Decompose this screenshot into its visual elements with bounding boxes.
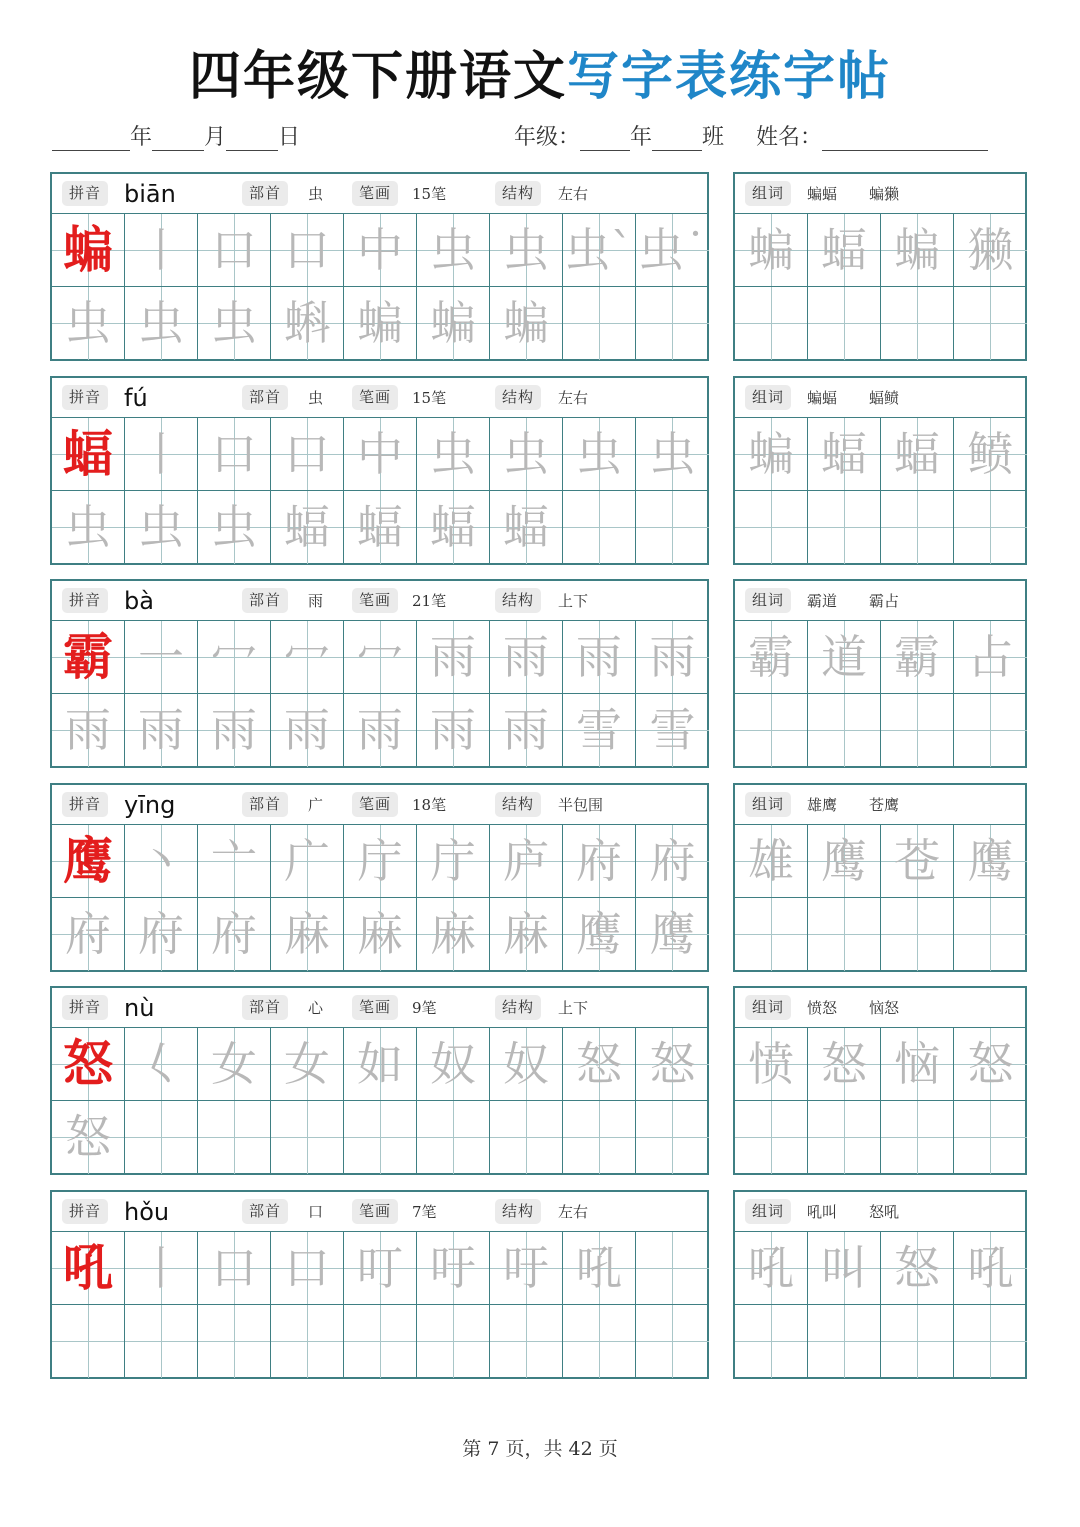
stroke-step-cell[interactable]: 怒 <box>636 1028 709 1101</box>
stroke-step-cell[interactable]: 府 <box>52 898 125 971</box>
empty-word-cell[interactable] <box>808 898 881 971</box>
empty-word-cell[interactable] <box>954 694 1027 767</box>
stroke-step-cell[interactable]: 蝙 <box>344 287 417 360</box>
word-trace-cell[interactable]: 蝙 <box>881 214 954 287</box>
empty-practice-cell[interactable] <box>563 287 636 360</box>
stroke-step-cell[interactable]: 麻 <box>490 898 563 971</box>
stroke-step-cell[interactable]: 吼 <box>563 1232 636 1305</box>
word-trace-cell[interactable]: 蝙 <box>735 214 808 287</box>
radical-label: 部首 <box>242 181 288 206</box>
word-1: 吼叫 <box>807 1202 838 1221</box>
stroke-step-cell[interactable]: 麻 <box>271 898 344 971</box>
page-title <box>0 34 1080 109</box>
date-line <box>52 120 300 154</box>
empty-word-cell[interactable] <box>735 491 808 564</box>
strokes-label: 笔画 <box>352 181 398 206</box>
empty-practice-cell[interactable] <box>125 1305 198 1378</box>
empty-word-cell[interactable] <box>735 898 808 971</box>
words-header <box>735 988 1025 1028</box>
empty-word-cell[interactable] <box>735 287 808 360</box>
pinyin-label: 拼音 <box>62 181 108 206</box>
word-trace-cell[interactable]: 恼 <box>881 1028 954 1101</box>
empty-practice-cell[interactable] <box>636 1305 709 1378</box>
structure-value: 左右 <box>558 185 589 203</box>
name-label: 姓名： <box>756 125 823 150</box>
empty-practice-cell[interactable] <box>271 1101 344 1174</box>
structure-value: 上下 <box>558 592 589 610</box>
structure-label: 结构 <box>495 588 541 613</box>
char-info-header <box>52 174 707 214</box>
char-section <box>50 376 1027 565</box>
empty-practice-cell[interactable] <box>636 1232 709 1305</box>
stroke-step-cell[interactable]: 虫` <box>563 214 636 287</box>
pinyin-value: yīng <box>124 790 176 819</box>
stroke-step-cell[interactable]: 雨 <box>417 694 490 767</box>
empty-word-cell[interactable] <box>881 1101 954 1174</box>
stroke-step-cell[interactable]: 庁 <box>417 825 490 898</box>
stroke-step-cell[interactable]: 中 <box>344 418 417 491</box>
stroke-step-cell[interactable]: 𡿨 <box>125 1028 198 1101</box>
stroke-step-cell[interactable]: 蝌 <box>271 287 344 360</box>
word-practice-box <box>733 783 1027 972</box>
stroke-step-cell[interactable]: 鹰 <box>636 898 709 971</box>
word-practice-box <box>733 376 1027 565</box>
model-character[interactable]: 霸 <box>52 621 125 694</box>
stroke-step-cell[interactable]: 雨 <box>490 694 563 767</box>
word-trace-cell[interactable]: 蝠 <box>808 418 881 491</box>
pinyin-value: bà <box>124 587 154 615</box>
stroke-step-cell[interactable]: 雨 <box>563 621 636 694</box>
word-1: 霸道 <box>807 592 838 610</box>
empty-word-cell[interactable] <box>954 1305 1027 1378</box>
radical-value: 虫 <box>308 185 324 203</box>
empty-practice-cell[interactable] <box>344 1101 417 1174</box>
class-label: 班 <box>702 125 725 150</box>
stroke-step-cell[interactable]: 府 <box>563 825 636 898</box>
model-character[interactable]: 鹰 <box>52 825 125 898</box>
title-highlight: 写字表练字帖 <box>567 47 892 107</box>
stroke-step-cell[interactable]: 中 <box>344 214 417 287</box>
word-trace-cell[interactable]: 吼 <box>735 1232 808 1305</box>
empty-practice-cell[interactable] <box>490 1101 563 1174</box>
word-trace-cell[interactable]: 霸 <box>881 621 954 694</box>
char-info-header <box>52 378 707 418</box>
words-header <box>735 174 1025 214</box>
words-label: 组词 <box>745 385 791 410</box>
empty-practice-cell[interactable] <box>636 1101 709 1174</box>
stroke-step-cell[interactable]: 吁 <box>417 1232 490 1305</box>
stroke-practice-box <box>50 579 709 768</box>
structure-label: 结构 <box>495 792 541 817</box>
model-character[interactable]: 怒 <box>52 1028 125 1101</box>
stroke-step-cell[interactable]: 蝠 <box>490 491 563 564</box>
radical-value: 口 <box>308 1202 324 1221</box>
stroke-step-cell[interactable]: 女 <box>271 1028 344 1101</box>
class-blank[interactable] <box>652 124 702 151</box>
word-practice-box <box>733 1190 1027 1379</box>
word-1: 蝙蝠 <box>807 185 838 203</box>
radical-label: 部首 <box>242 995 288 1020</box>
grade-label: 年级： <box>514 125 581 150</box>
empty-word-cell[interactable] <box>735 1101 808 1174</box>
empty-practice-cell[interactable] <box>563 491 636 564</box>
words-label: 组词 <box>745 792 791 817</box>
stroke-step-cell[interactable]: 鹰 <box>563 898 636 971</box>
empty-practice-cell[interactable] <box>563 1305 636 1378</box>
model-character[interactable]: 吼 <box>52 1232 125 1305</box>
stroke-step-cell[interactable]: 虫 <box>125 491 198 564</box>
stroke-step-cell[interactable]: 冖 <box>344 621 417 694</box>
char-info-header <box>52 785 707 825</box>
words-label: 组词 <box>745 995 791 1020</box>
word-trace-cell[interactable]: 獭 <box>954 214 1027 287</box>
structure-label: 结构 <box>495 1199 541 1224</box>
stroke-step-cell[interactable]: 虫˙ <box>636 214 709 287</box>
empty-practice-cell[interactable] <box>198 1305 271 1378</box>
empty-word-cell[interactable] <box>954 491 1027 564</box>
strokes-value: 15笔 <box>412 388 447 407</box>
stroke-step-cell[interactable]: 蝠 <box>271 491 344 564</box>
stroke-step-cell[interactable]: 雨 <box>52 694 125 767</box>
word-trace-cell[interactable]: 蝠 <box>808 214 881 287</box>
empty-practice-cell[interactable] <box>636 287 709 360</box>
radical-value: 心 <box>308 999 324 1017</box>
stroke-step-cell[interactable]: 蝙 <box>417 287 490 360</box>
stroke-step-cell[interactable]: 麻 <box>344 898 417 971</box>
empty-practice-cell[interactable] <box>344 1305 417 1378</box>
word-trace-cell[interactable]: 吼 <box>954 1232 1027 1305</box>
empty-word-cell[interactable] <box>808 1101 881 1174</box>
strokes-label: 笔画 <box>352 385 398 410</box>
stroke-step-cell[interactable]: 虫 <box>417 418 490 491</box>
empty-word-cell[interactable] <box>954 1101 1027 1174</box>
stroke-step-cell[interactable]: 府 <box>636 825 709 898</box>
empty-word-cell[interactable] <box>954 898 1027 971</box>
stroke-step-cell[interactable]: 雨 <box>125 694 198 767</box>
word-trace-cell[interactable]: 道 <box>808 621 881 694</box>
title-main: 四年级下册语文 <box>188 47 567 107</box>
word-2: 霸占 <box>869 592 900 610</box>
empty-word-cell[interactable] <box>881 898 954 971</box>
stroke-practice-box <box>50 1190 709 1379</box>
pinyin-label: 拼音 <box>62 1199 108 1224</box>
stroke-practice-box <box>50 783 709 972</box>
word-trace-cell[interactable]: 蝙 <box>735 418 808 491</box>
stroke-step-cell[interactable]: 广 <box>271 825 344 898</box>
stroke-step-cell[interactable]: 亠 <box>198 825 271 898</box>
pinyin-label: 拼音 <box>62 995 108 1020</box>
strokes-value: 21笔 <box>412 592 447 610</box>
stroke-step-cell[interactable]: 口 <box>198 214 271 287</box>
structure-label: 结构 <box>495 385 541 410</box>
stroke-step-cell[interactable]: 雪 <box>563 694 636 767</box>
stroke-step-cell[interactable]: 奴 <box>490 1028 563 1101</box>
stroke-practice-box <box>50 172 709 361</box>
stroke-step-cell[interactable]: 虫 <box>125 287 198 360</box>
stroke-step-cell[interactable]: 虫 <box>490 418 563 491</box>
word-trace-cell[interactable]: 鲼 <box>954 418 1027 491</box>
word-practice-box <box>733 579 1027 768</box>
words-header <box>735 785 1025 825</box>
word-practice-box <box>733 986 1027 1175</box>
empty-word-cell[interactable] <box>881 1305 954 1378</box>
empty-word-cell[interactable] <box>881 694 954 767</box>
radical-value: 虫 <box>308 388 324 407</box>
char-info-header <box>52 581 707 621</box>
stroke-step-cell[interactable]: 麻 <box>417 898 490 971</box>
empty-word-cell[interactable] <box>881 491 954 564</box>
pinyin-label: 拼音 <box>62 588 108 613</box>
stroke-practice-box <box>50 986 709 1175</box>
word-trace-cell[interactable]: 占 <box>954 621 1027 694</box>
strokes-value: 9笔 <box>412 999 437 1017</box>
day-blank[interactable] <box>226 124 278 151</box>
words-label: 组词 <box>745 1199 791 1224</box>
strokes-label: 笔画 <box>352 588 398 613</box>
stroke-practice-box <box>50 376 709 565</box>
stroke-step-cell[interactable]: 如 <box>344 1028 417 1101</box>
radical-label: 部首 <box>242 588 288 613</box>
page-footer: 第 7 页，共 42 页 <box>462 1438 618 1460</box>
stroke-step-cell[interactable]: 雨 <box>344 694 417 767</box>
stroke-step-cell[interactable]: 丨 <box>125 418 198 491</box>
stroke-step-cell[interactable]: 雨 <box>636 621 709 694</box>
stroke-step-cell[interactable]: 奴 <box>417 1028 490 1101</box>
pinyin-value: nù <box>124 994 155 1022</box>
pinyin-value: hǒu <box>124 1197 170 1226</box>
student-line <box>514 120 988 154</box>
word-trace-cell[interactable]: 雄 <box>735 825 808 898</box>
word-practice-box <box>733 172 1027 361</box>
stroke-step-cell[interactable]: 叮 <box>344 1232 417 1305</box>
radical-label: 部首 <box>242 792 288 817</box>
grade-year-label: 年 <box>630 125 653 150</box>
empty-practice-cell[interactable] <box>125 1101 198 1174</box>
structure-label: 结构 <box>495 181 541 206</box>
stroke-step-cell[interactable]: 蝠 <box>344 491 417 564</box>
word-trace-cell[interactable]: 愤 <box>735 1028 808 1101</box>
char-section <box>50 1190 1027 1379</box>
empty-practice-cell[interactable] <box>636 491 709 564</box>
empty-word-cell[interactable] <box>735 1305 808 1378</box>
structure-value: 上下 <box>558 999 589 1017</box>
empty-word-cell[interactable] <box>808 491 881 564</box>
stroke-step-cell[interactable]: 冖 <box>198 621 271 694</box>
word-trace-cell[interactable]: 叫 <box>808 1232 881 1305</box>
words-label: 组词 <box>745 588 791 613</box>
empty-practice-cell[interactable] <box>417 1101 490 1174</box>
char-info-header <box>52 1192 707 1232</box>
model-character[interactable]: 蝙 <box>52 214 125 287</box>
radical-value: 雨 <box>308 592 324 610</box>
word-trace-cell[interactable]: 怒 <box>954 1028 1027 1101</box>
stroke-step-cell[interactable]: 虫 <box>52 491 125 564</box>
stroke-step-cell[interactable]: 口 <box>271 214 344 287</box>
word-trace-cell[interactable]: 蝠 <box>881 418 954 491</box>
stroke-step-cell[interactable]: 虫 <box>636 418 709 491</box>
year-blank[interactable] <box>52 124 130 151</box>
word-2: 苍鹰 <box>869 795 900 814</box>
grade-year-blank[interactable] <box>580 124 630 151</box>
words-header <box>735 581 1025 621</box>
stroke-step-cell[interactable]: 庐 <box>490 825 563 898</box>
strokes-value: 7笔 <box>412 1202 437 1221</box>
stroke-step-cell[interactable]: 雪 <box>636 694 709 767</box>
stroke-step-cell[interactable]: 口 <box>271 418 344 491</box>
stroke-step-cell[interactable]: 庁 <box>344 825 417 898</box>
empty-practice-cell[interactable] <box>52 1305 125 1378</box>
stroke-step-cell[interactable]: 雨 <box>490 621 563 694</box>
empty-word-cell[interactable] <box>954 287 1027 360</box>
strokes-label: 笔画 <box>352 792 398 817</box>
char-section <box>50 986 1027 1175</box>
stroke-step-cell[interactable]: 府 <box>198 898 271 971</box>
radical-label: 部首 <box>242 1199 288 1224</box>
stroke-step-cell[interactable]: 吁 <box>490 1232 563 1305</box>
word-trace-cell[interactable]: 苍 <box>881 825 954 898</box>
stroke-step-cell[interactable]: 丶 <box>125 825 198 898</box>
month-label: 月 <box>204 125 227 150</box>
stroke-step-cell[interactable]: 雨 <box>417 621 490 694</box>
pinyin-value: fú <box>124 383 148 412</box>
pinyin-label: 拼音 <box>62 385 108 410</box>
structure-value: 左右 <box>558 388 589 407</box>
stroke-step-cell[interactable]: 虫 <box>490 214 563 287</box>
word-2: 蝙獭 <box>869 185 900 203</box>
pinyin-label: 拼音 <box>62 792 108 817</box>
stroke-step-cell[interactable]: 蝙 <box>490 287 563 360</box>
words-header <box>735 1192 1025 1232</box>
structure-value: 半包围 <box>558 795 604 814</box>
radical-label: 部首 <box>242 385 288 410</box>
word-1: 愤怒 <box>807 999 838 1017</box>
char-section <box>50 579 1027 768</box>
structure-value: 左右 <box>558 1202 589 1221</box>
day-label: 日 <box>278 125 301 150</box>
word-trace-cell[interactable]: 怒 <box>808 1028 881 1101</box>
stroke-step-cell[interactable]: 蝠 <box>417 491 490 564</box>
stroke-step-cell[interactable]: 府 <box>125 898 198 971</box>
stroke-step-cell[interactable]: 虫 <box>417 214 490 287</box>
stroke-step-cell[interactable]: 口 <box>271 1232 344 1305</box>
stroke-step-cell[interactable]: 怒 <box>52 1101 125 1174</box>
stroke-step-cell[interactable]: 怒 <box>563 1028 636 1101</box>
strokes-value: 18笔 <box>412 795 447 814</box>
stroke-step-cell[interactable]: 丨 <box>125 214 198 287</box>
empty-practice-cell[interactable] <box>271 1305 344 1378</box>
words-header <box>735 378 1025 418</box>
stroke-step-cell[interactable]: 虫 <box>198 491 271 564</box>
stroke-step-cell[interactable]: 雨 <box>198 694 271 767</box>
stroke-step-cell[interactable]: 一 <box>125 621 198 694</box>
stroke-step-cell[interactable]: 虫 <box>52 287 125 360</box>
pinyin-value: biān <box>124 180 176 208</box>
empty-word-cell[interactable] <box>808 287 881 360</box>
stroke-step-cell[interactable]: 雨 <box>271 694 344 767</box>
structure-label: 结构 <box>495 995 541 1020</box>
stroke-step-cell[interactable]: 虫 <box>198 287 271 360</box>
word-trace-cell[interactable]: 怒 <box>881 1232 954 1305</box>
char-section <box>50 783 1027 972</box>
stroke-step-cell[interactable]: 女 <box>198 1028 271 1101</box>
month-blank[interactable] <box>152 124 204 151</box>
word-trace-cell[interactable]: 鹰 <box>808 825 881 898</box>
model-character[interactable]: 蝠 <box>52 418 125 491</box>
empty-word-cell[interactable] <box>808 694 881 767</box>
radical-value: 广 <box>308 795 324 814</box>
name-blank[interactable] <box>822 124 988 151</box>
stroke-step-cell[interactable]: 口 <box>198 418 271 491</box>
strokes-value: 15笔 <box>412 185 447 203</box>
empty-practice-cell[interactable] <box>490 1305 563 1378</box>
char-section <box>50 172 1027 361</box>
stroke-step-cell[interactable]: 冖 <box>271 621 344 694</box>
word-1: 蝙蝠 <box>807 388 838 407</box>
word-trace-cell[interactable]: 霸 <box>735 621 808 694</box>
empty-practice-cell[interactable] <box>417 1305 490 1378</box>
word-trace-cell[interactable]: 鹰 <box>954 825 1027 898</box>
empty-practice-cell[interactable] <box>198 1101 271 1174</box>
empty-word-cell[interactable] <box>735 694 808 767</box>
word-2: 蝠鲼 <box>869 388 900 407</box>
char-info-header <box>52 988 707 1028</box>
stroke-step-cell[interactable]: 口 <box>198 1232 271 1305</box>
stroke-step-cell[interactable]: 虫 <box>563 418 636 491</box>
word-1: 雄鹰 <box>807 795 838 814</box>
strokes-label: 笔画 <box>352 995 398 1020</box>
strokes-label: 笔画 <box>352 1199 398 1224</box>
empty-practice-cell[interactable] <box>563 1101 636 1174</box>
word-2: 怒吼 <box>869 1202 900 1221</box>
year-label: 年 <box>130 125 153 150</box>
stroke-step-cell[interactable]: 丨 <box>125 1232 198 1305</box>
word-2: 恼怒 <box>869 999 900 1017</box>
empty-word-cell[interactable] <box>808 1305 881 1378</box>
empty-word-cell[interactable] <box>881 287 954 360</box>
words-label: 组词 <box>745 181 791 206</box>
